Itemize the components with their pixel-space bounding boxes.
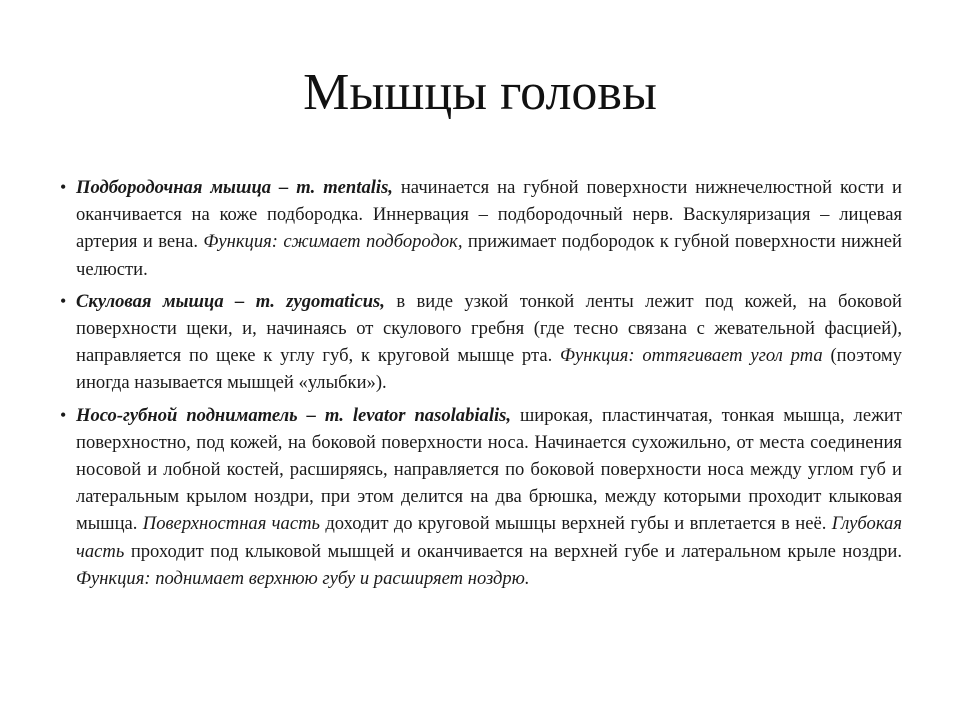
bullet-list [60,174,902,597]
description-text: в виде узкой тонкой ленты лежит под кожей, на боковой поверхности щеки, и, начинаясь от скулового гребня (где тесно связана с жевательной фасцией), направляется по щеке к углу губ, к круговой мышце рта. [76,290,902,367]
description-text: проходит под клыковой мышцей и оканчивается на верхней губе и латеральном крыле ноздри. [124,540,902,562]
muscle-term: Подбородочная мышца – m. mentalis, [76,177,393,198]
bullet-item-mentalis [60,174,902,283]
muscle-term: Носо-губной подниматель – m. levator nasolabialis, [76,404,512,426]
function-text: Функция: оттягивает угол рта [560,345,823,367]
description-text: доходит до круговой мышцы верхней губы и вплетается в неё. [320,513,832,535]
description-text: широкая, пластинчатая, тонкая мышца, лежит поверхностно, под кожей, на боковой поверхности носа. Начинается сухожильно, от места соединения носовой и лобной костей, расширяясь, направляется по боковой поверхности носа между углом губ и латеральным крылом ноздри, при этом делится на два брюшка, между которыми проходит клыковая мышца. [76,404,902,535]
bullet-icon: • [60,404,67,425]
slide-title: Мышцы головы [303,64,657,121]
bullet-item-levator-nasolabialis [60,402,902,592]
description-text: прижимает подбородок к губной поверхности нижней челюсти. [76,231,903,280]
bullet-icon: • [60,177,67,197]
part-label-superficial: Поверхностная часть [142,513,320,535]
description-text: начинается на губной поверхности нижнечелюстной кости и оканчивается на коже подбородка. Иннервация – подбородочный нерв. Васкуляризация – лицевая артерия и вена. [76,177,902,253]
bullet-item-zygomaticus [60,288,902,397]
function-text: Функция: поднимает верхнюю губу и расширяет ноздрю. [76,567,530,589]
muscle-term: Скуловая мышца – m. zygomaticus, [76,290,385,312]
function-text: Функция: сжимает подбородок, [203,231,463,253]
part-label-deep: Глубокая часть [76,513,902,562]
description-text: (поэтому иногда называется мышцей «улыбки»). [76,345,902,394]
bullet-icon: • [60,290,67,311]
